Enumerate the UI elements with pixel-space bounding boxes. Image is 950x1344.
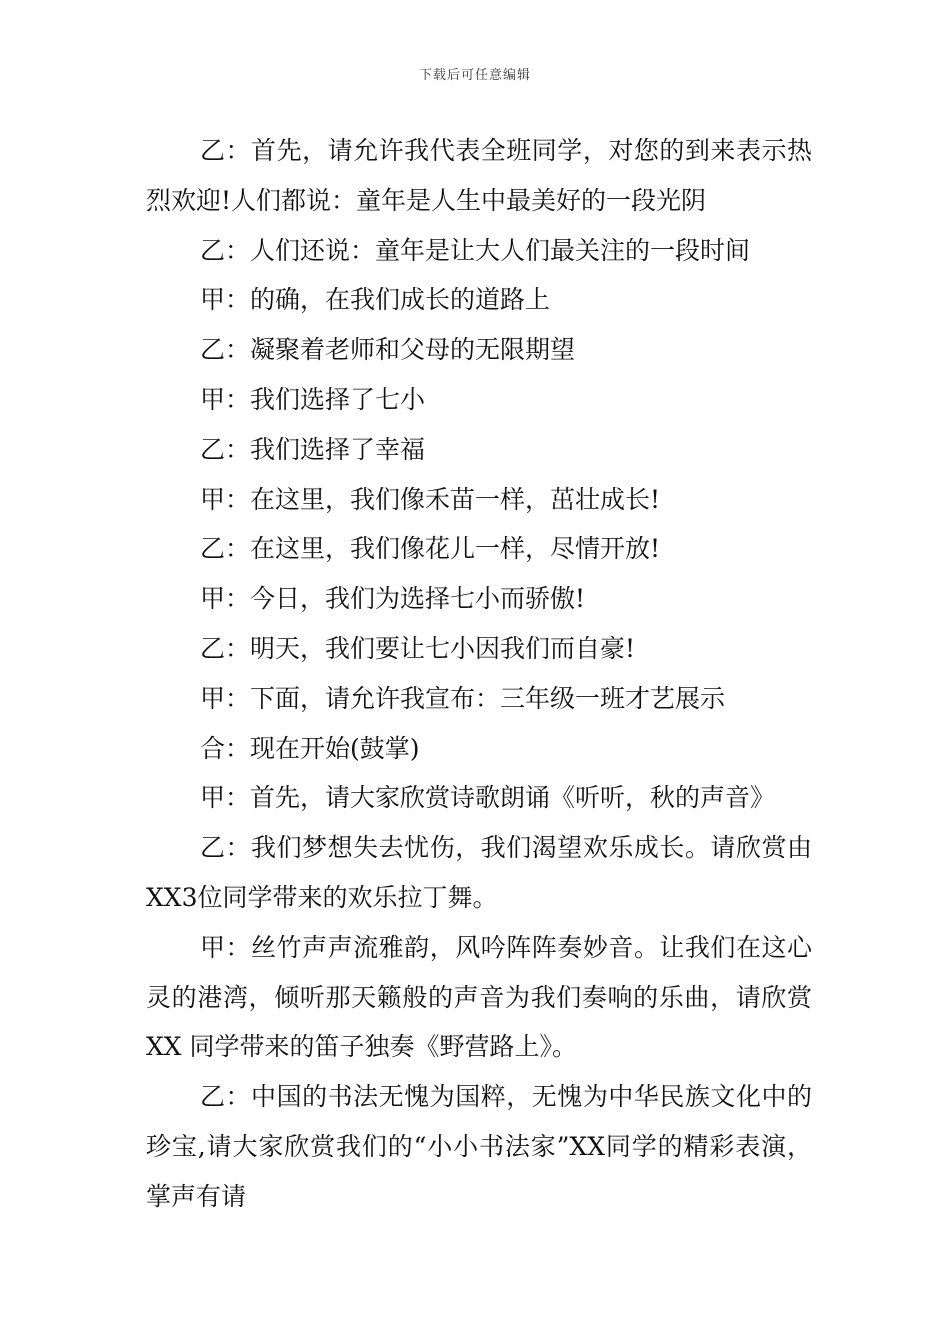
paragraph-5: 甲：我们选择了七小: [200, 384, 426, 414]
page-header-note: 下载后可任意编辑: [418, 68, 531, 83]
paragraph-6: 乙：我们选择了幸福: [200, 434, 426, 464]
paragraph-7: 甲：在这里，我们像禾苗一样，茁壮成长!: [200, 484, 661, 514]
paragraph-11: 甲：下面，请允许我宣布：三年级一班才艺展示: [200, 683, 726, 713]
paragraph-8: 乙：在这里，我们像花儿一样，尽情开放!: [200, 534, 661, 564]
paragraph-13: 甲：首先，请大家欣赏诗歌朗诵《听听，秋的声音》: [200, 783, 776, 813]
paragraph-10: 乙：明天，我们要让七小因我们而自豪!: [200, 633, 636, 663]
paragraph-14: 乙：我们梦想失去忧伤，我们渴望欢乐成长。请欣赏由XX3位同学带来的欢乐拉丁舞。: [146, 833, 812, 912]
paragraph-4: 乙：凝聚着老师和父母的无限期望: [200, 335, 576, 365]
paragraph-12: 合：现在开始(鼓掌): [200, 733, 420, 763]
paragraph-2: 乙：人们还说：童年是让大人们最关注的一段时间: [200, 235, 751, 265]
paragraph-15: 甲：丝竹声声流雅韵，风吟阵阵奏妙音。让我们在这心灵的港湾，倾听那天籁般的声音为我们奏响的乐曲，请欣赏XX 同学带来的笛子独奏《野营路上》。: [146, 932, 812, 1062]
paragraph-3: 甲：的确，在我们成长的道路上: [200, 285, 551, 315]
paragraph-9: 甲：今日，我们为选择七小而骄傲!: [200, 584, 586, 614]
paragraph-1: 乙：首先，请允许我代表全班同学，对您的到来表示热烈欢迎!人们都说：童年是人生中最美好的一段光阴: [146, 136, 812, 215]
paragraph-16: 乙：中国的书法无愧为国粹，无愧为中华民族文化中的珍宝,请大家欣赏我们的“小小书法家”XX同学的精彩表演，掌声有请: [146, 1082, 812, 1211]
document-body: [146, 126, 812, 1222]
